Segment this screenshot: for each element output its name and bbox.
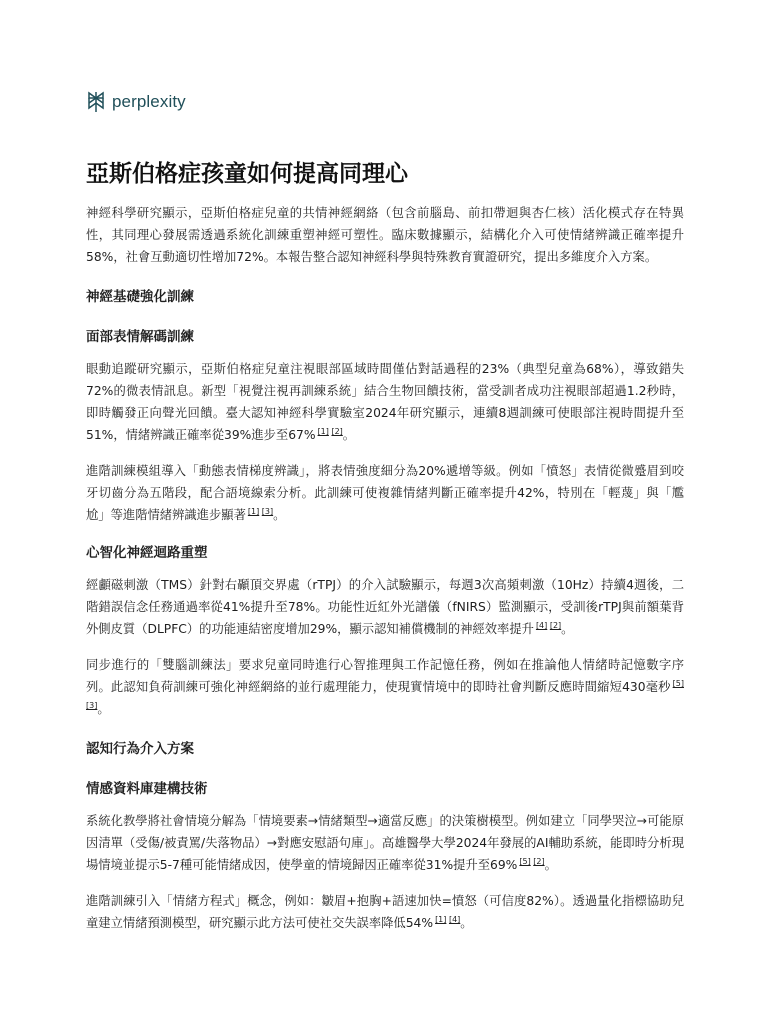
paragraph-text: 系統化教學將社會情境分解為「情境要素→情緒類型→適當反應」的決策樹模型。例如建立「同學哭泣→可能原因清單（受傷/被責罵/失落物品）→對應安慰語句庫」。高雄醫學大學2024年發展的AI輔助系統，能即時分析現場情境並提示5-7種可能情緒成因，使學童的情境歸因正確率從31%提升至69% <box>86 814 684 872</box>
citation[interactable]: [1] [4] <box>435 914 461 924</box>
paragraph <box>86 810 684 876</box>
citation[interactable]: [5] [2] <box>519 856 545 866</box>
perplexity-logo-icon <box>86 91 106 113</box>
intro-paragraph: 神經科學研究顯示，亞斯伯格症兒童的共情神經網絡（包含前腦島、前扣帶迴與杏仁核）活化模式存在特異性，其同理心發展需透過系統化訓練重塑神經可塑性。臨床數據顯示，結構化介入可使情緒辨識正確率提升58%，社會互動適切性增加72%。本報告整合認知神經科學與特殊教育實證研究，提出多維度介入方案。 <box>86 206 684 264</box>
paragraph <box>86 654 684 720</box>
paragraph-text: 進階訓練模組導入「動態表情梯度辨識」，將表情強度細分為20%遞增等級。例如「憤怒」表情從微蹙眉到咬牙切齒分為五階段，配合語境線索分析。此訓練可使複雜情緒判斷正確率提升42%，特別在「輕蔑」與「尷尬」等進階情緒辨識進步顯著 <box>86 464 684 522</box>
page-title: 亞斯伯格症孩童如何提高同理心 <box>86 161 408 187</box>
paragraph <box>86 890 684 934</box>
article-body <box>86 202 684 948</box>
period: 。 <box>544 858 557 872</box>
period: 。 <box>561 622 574 636</box>
brand-name: perplexity <box>112 92 186 111</box>
citation[interactable]: [4] [2] <box>535 620 562 630</box>
paragraph-text: 眼動追蹤研究顯示，亞斯伯格症兒童注視眼部區域時間僅佔對話過程的23%（典型兒童為68%），導致錯失72%的微表情訊息。新型「視覺注視再訓練系統」結合生物回饋技術，當受訓者成功注視眼部超過1.2秒時，即時觸發正向聲光回饋。臺大認知神經科學實驗室2024年研究顯示，連續8週訓練可使眼部注視時間提升至51%，情緒辨識正確率從39%進步至67% <box>86 362 684 442</box>
section-heading-cbt: 認知行為介入方案 <box>86 741 194 757</box>
section-heading-neural: 神經基礎強化訓練 <box>86 289 194 305</box>
paragraph-text: 經顱磁刺激（TMS）針對右顳頂交界處（rTPJ）的介入試驗顯示，每週3次高頻刺激（10Hz）持續4週後，二階錯誤信念任務通過率從41%提升至78%。功能性近紅外光譜儀（fNIRS）監測顯示，受訓後rTPJ與前額葉背外側皮質（DLPFC）的功能連結密度增加29%，顯示認知補償機制的神經效率提升 <box>86 578 684 636</box>
citation[interactable]: [5] [3] <box>86 678 684 710</box>
brand-logo <box>86 90 186 114</box>
paragraph <box>86 574 684 640</box>
period: 。 <box>97 702 110 716</box>
citation[interactable]: [1] [3] <box>247 506 274 516</box>
subsection-heading-emotion: 情感資料庫建構技術 <box>86 781 208 797</box>
paragraph <box>86 358 684 446</box>
period: 。 <box>273 508 286 522</box>
paragraph <box>86 460 684 526</box>
paragraph-text: 同步進行的「雙腦訓練法」要求兒童同時進行心智推理與工作記憶任務，例如在推論他人情緒時記憶數字序列。此認知負荷訓練可強化神經網絡的並行處理能力，使現實情境中的即時社會判斷反應時間縮短430毫秒 <box>86 658 684 694</box>
subsection-heading-face: 面部表情解碼訓練 <box>86 329 194 345</box>
period: 。 <box>342 428 356 442</box>
paragraph-text: 進階訓練引入「情緒方程式」概念，例如：皺眉+抱胸+語速加快=憤怒（可信度82%）。透過量化指標協助兒童建立情緒預測模型，研究顯示此方法可使社交失誤率降低54% <box>86 894 684 930</box>
period: 。 <box>460 916 473 930</box>
subsection-heading-mind: 心智化神經迴路重塑 <box>86 545 208 561</box>
citation[interactable]: [1] [2] <box>317 426 343 436</box>
